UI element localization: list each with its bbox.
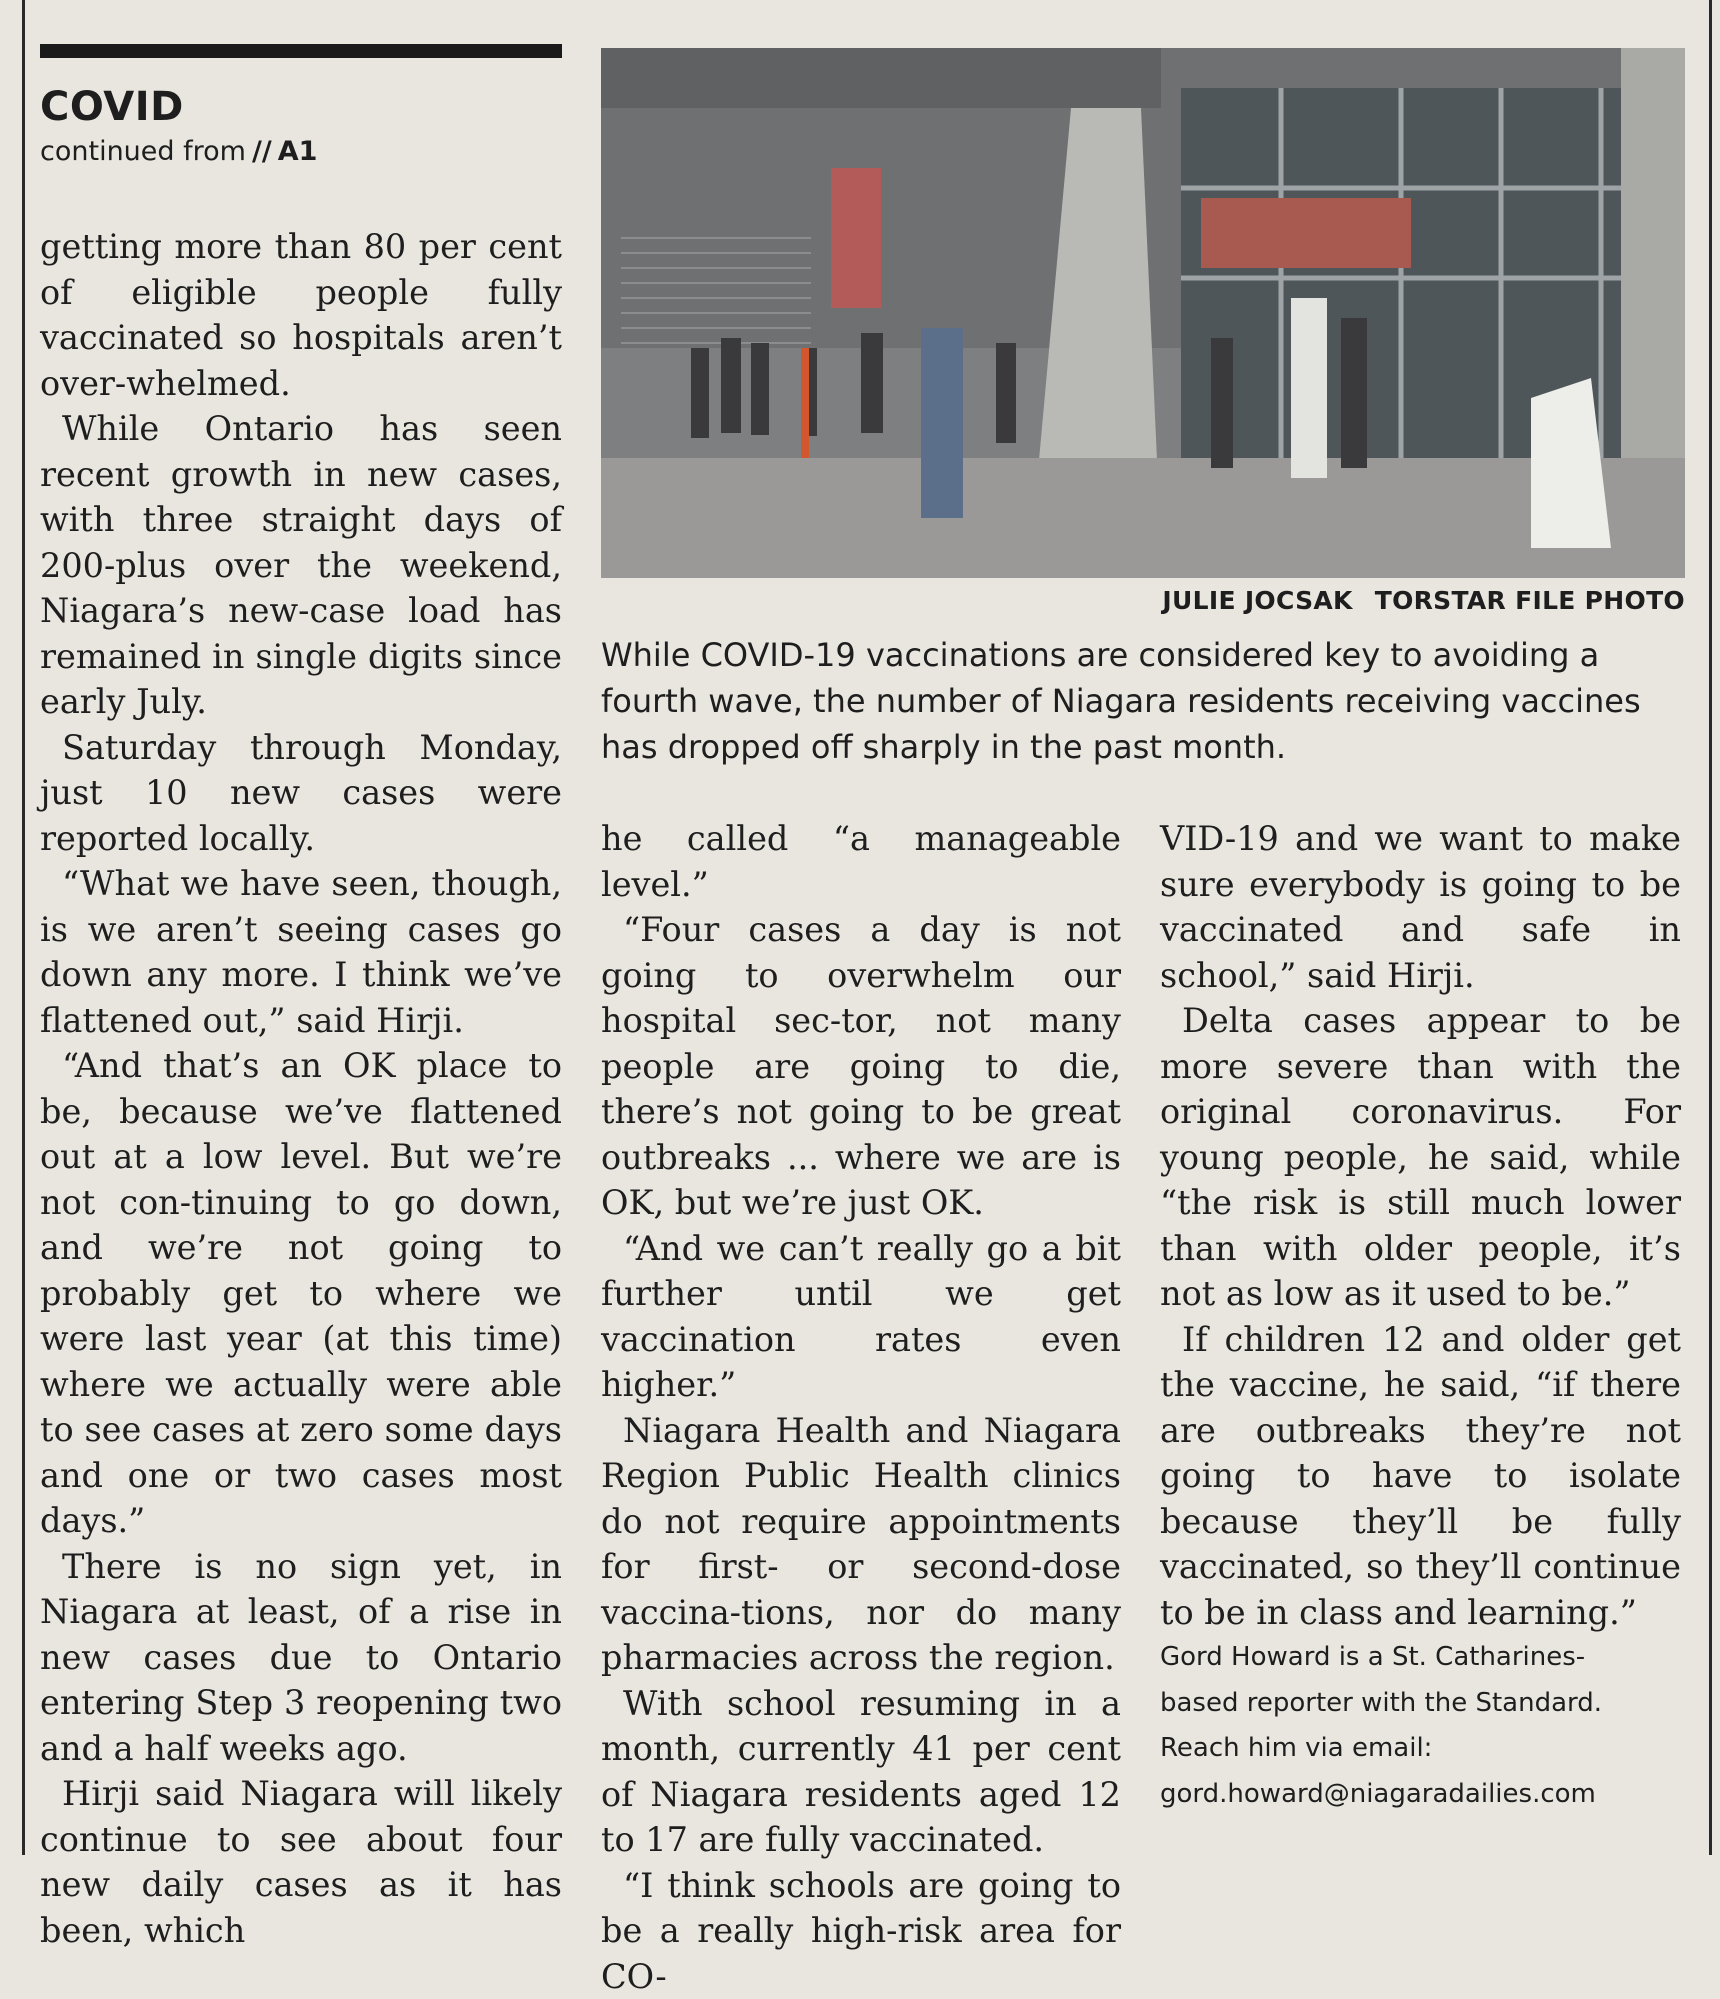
page-reference: A1 xyxy=(278,136,318,167)
paragraph: getting more than 80 per cent of eligible people fully vaccinated so hospitals aren’t over-whelmed. xyxy=(40,224,562,406)
page-right-rule xyxy=(1709,0,1712,1855)
vaccination-clinic-photo xyxy=(601,48,1685,578)
paragraph: he called “a manageable level.” xyxy=(601,816,1121,907)
article-column-3 xyxy=(1160,816,1681,1817)
photographer-name: JULIE JOCSAK xyxy=(1162,586,1352,615)
photo-source: TORSTAR FILE PHOTO xyxy=(1375,586,1685,615)
paragraph: Delta cases appear to be more severe than with the original coronavirus. For young people, he said, while “the risk is still much lower than with older people, it’s not as low as it used to be.” xyxy=(1160,998,1681,1317)
paragraph: “And that’s an OK place to be, because we’ve flattened out at a low level. But we’re not con-tinuing to go down, and we’re not going to probably get to where we were last year (at this time) where we actually were able to see cases at zero some days and one or two cases most days.” xyxy=(40,1043,562,1544)
author-tagline xyxy=(1160,1635,1681,1817)
news-photo xyxy=(601,48,1685,578)
author-email: gord.howard@niagaradailies.com xyxy=(1160,1779,1596,1809)
paragraph: If children 12 and older get the vaccine, he said, “if there are outbreaks they’re not going to have to isolate because they’ll be fully vaccinated, so they’ll continue to be in class and learning.” xyxy=(1160,1317,1681,1636)
paragraph: “What we have seen, though, is we aren’t seeing cases go down any more. I think we’ve flattened out,” said Hirji. xyxy=(40,861,562,1043)
article-column-2 xyxy=(601,816,1121,1999)
photo-caption: While COVID-19 vaccinations are considered key to avoiding a fourth wave, the number of Niagara residents receiving vaccines has dropped off sharply in the past month. xyxy=(601,632,1685,770)
paragraph: There is no sign yet, in Niagara at least, of a rise in new cases due to Ontario entering Step 3 reopening two and a half weeks ago. xyxy=(40,1544,562,1772)
paragraph: While Ontario has seen recent growth in new cases, with three straight days of 200-plus over the weekend, Niagara’s new-case load has remained in single digits since early July. xyxy=(40,406,562,725)
paragraph: VID-19 and we want to make sure everybody is going to be vaccinated and safe in school,” said Hirji. xyxy=(1160,816,1681,998)
paragraph: Saturday through Monday, just 10 new cases were reported locally. xyxy=(40,725,562,862)
tagline-line-1: Gord Howard is a St. Catharines- xyxy=(1160,1642,1585,1672)
photo-credit xyxy=(601,586,1685,615)
story-kicker: COVID xyxy=(40,84,184,130)
section-top-bar xyxy=(40,44,562,58)
paragraph: “And we can’t really go a bit further until we get vaccination rates even higher.” xyxy=(601,1226,1121,1408)
page-left-rule xyxy=(22,0,25,1855)
paragraph: “I think schools are going to be a really high-risk area for CO- xyxy=(601,1863,1121,1999)
tagline-line-3: Reach him via email: xyxy=(1160,1733,1432,1763)
separator: // xyxy=(252,136,272,167)
continued-from-line xyxy=(40,136,317,167)
paragraph: With school resuming in a month, currently 41 per cent of Niagara residents aged 12 to 17 are fully vaccinated. xyxy=(601,1681,1121,1863)
paragraph: “Four cases a day is not going to overwhelm our hospital sec-tor, not many people are going to die, there’s not going to be great outbreaks ... where we are is OK, but we’re just OK. xyxy=(601,907,1121,1226)
paragraph: Niagara Health and Niagara Region Public Health clinics do not require appointments for first- or second-dose vaccina-tions, nor do many pharmacies across the region. xyxy=(601,1408,1121,1681)
paragraph: Hirji said Niagara will likely continue to see about four new daily cases as it has been, which xyxy=(40,1771,562,1953)
article-column-1 xyxy=(40,224,562,1953)
tagline-line-2: based reporter with the Standard. xyxy=(1160,1688,1602,1718)
continued-label: continued from xyxy=(40,136,246,167)
